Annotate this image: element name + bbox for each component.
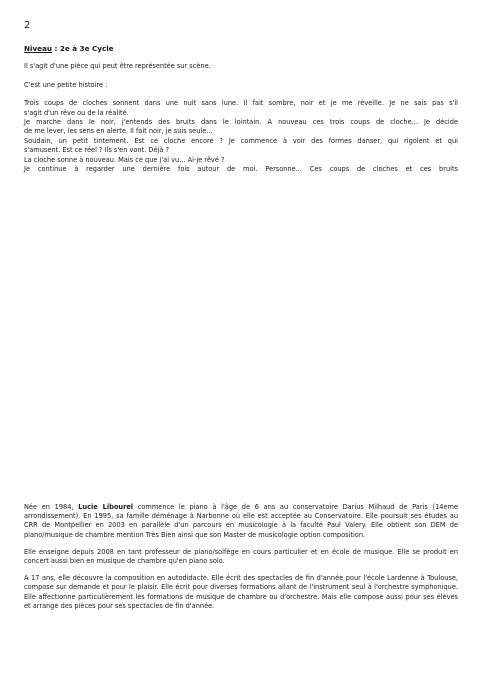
bio-paragraph-3: A 17 ans, elle découvre la composition en autodidacte. Elle écrit des spectacles de fin d'année pour l'école Lardenne à Toulouse, compose sur demande et pour le plaisir. Elle écrit pour diverses formations allant de l'instrument seul à l'orchestre symphonique. Elle affectionne particulièrement les formations de musique de chambre ou d'orchestre. Mais elle compose aussi pour ses élèves et arrange des pièces pour ses spectacles de fin d'année. xyxy=(24,574,458,610)
bio-paragraph-1 xyxy=(24,503,458,540)
composer-name: Lucie Libourel xyxy=(78,503,134,511)
story-line: de me lever, les sens en alerte. Il fait noir, je suis seule... xyxy=(24,127,213,136)
level-value: : 2e à 3e Cycle xyxy=(52,44,114,53)
story-line: Je continue à regarder une dernière fois autour de moi. Personne... Ces coups de cloches et ces bruits xyxy=(24,165,458,174)
story-paragraph xyxy=(24,99,458,174)
story-line: s'amusent. Est ce réel ? Ils s'en vont. Déjà ? xyxy=(24,146,169,155)
subintro-paragraph: C'est une petite histoire : xyxy=(24,80,108,89)
bio-paragraph-2: Elle enseigne depuis 2008 en tant professeur de piano/solfège en cours particulier et en école de musique. Elle se produit en concert aussi bien en musique de chambre qu'en piano solo. xyxy=(24,547,458,566)
bio-text: commence le piano à l'âge de 6 ans au conservatoire Darius Milhaud de Paris (14eme arrondissement). En 1995, sa famille déménage à Narbonne où elle est acceptée au Conservatoire. Elle poursuit ses études au CRR de Montpellier en 2003 en parallèle d'un parcours en musicologie à la faculté Paul Valery. Elle obtient son DEM de piano/musique de chambre mention Très Bien ainsi que son Master de musicologie option composition. xyxy=(24,503,458,539)
bio-intro-text: Née en 1984, xyxy=(24,503,79,511)
description-section xyxy=(24,44,458,174)
level-heading xyxy=(24,44,458,53)
page-number: 2 xyxy=(24,20,31,31)
story-line: Soudain, un petit tintement. Est ce cloche encore ? Je commence à voir des formes danser, qui rigolent et qui xyxy=(24,136,458,145)
story-line: Je marche dans le noir, j'entends des bruits dans le lointain. A nouveau ces trois coups de cloche... Je décide xyxy=(24,118,458,127)
story-line: Trois coups de cloches sonnent dans une nuit sans lune. Il fait sombre, noir et je me réveille. Je ne sais pas s'il xyxy=(24,99,458,108)
story-line: s'agit d'un rêve ou de la réalité. xyxy=(24,108,129,117)
story-line: La cloche sonne à nouveau. Mais ce que j'ai vu... Ai-je rêvé ? xyxy=(24,155,225,164)
intro-paragraph: Il s'agit d'une pièce qui peut être représentée sur scène. xyxy=(24,62,211,71)
level-label: Niveau xyxy=(24,44,53,53)
biography-section xyxy=(24,503,458,619)
